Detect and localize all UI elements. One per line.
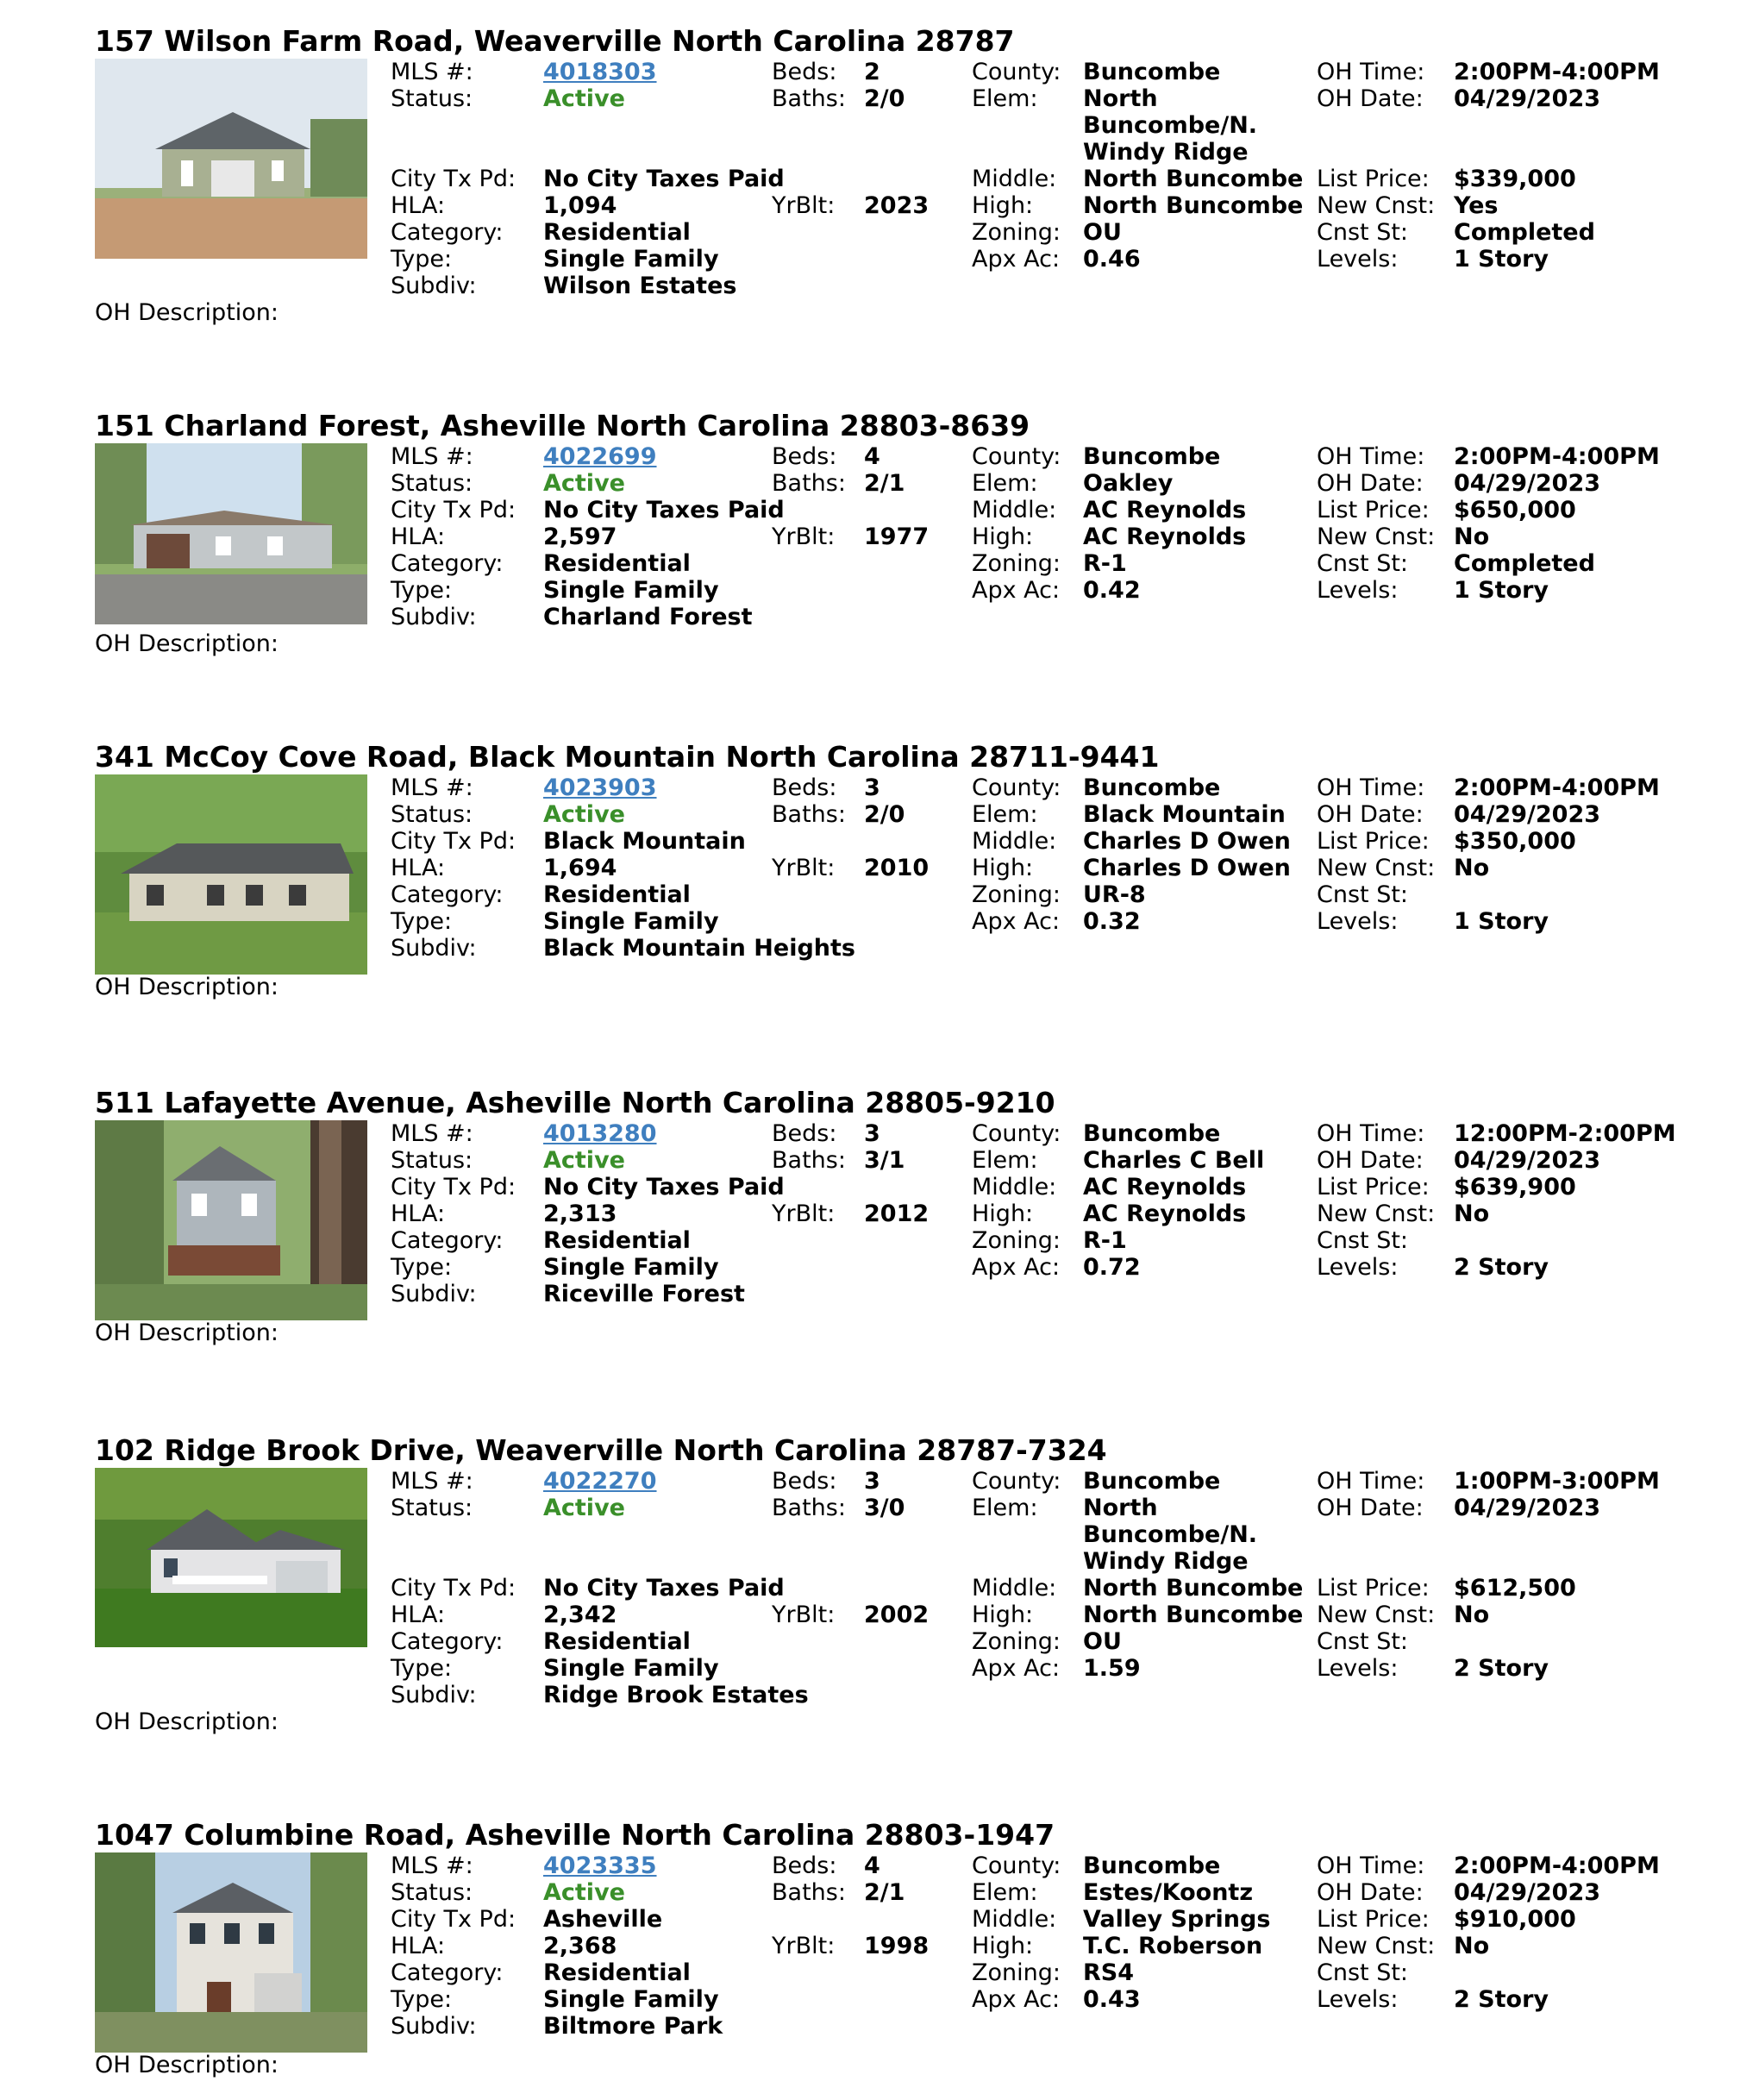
- zoning-value: R-1: [1083, 1227, 1127, 1254]
- category-label: Category:: [391, 550, 504, 577]
- category-label: Category:: [391, 1959, 504, 1986]
- mls-label: MLS #:: [391, 59, 473, 85]
- high-label: High:: [972, 1933, 1034, 1959]
- mls-label: MLS #:: [391, 774, 473, 801]
- house-photo[interactable]: [95, 774, 367, 975]
- high-label: High:: [972, 192, 1034, 219]
- hla-label: HLA:: [391, 1602, 446, 1628]
- county-label: County:: [972, 774, 1061, 801]
- high-value: North Buncombe: [1083, 1602, 1304, 1628]
- elem-value: Windy Ridge: [1083, 1548, 1249, 1575]
- beds-value: 3: [864, 1468, 880, 1495]
- yrblt-label: YrBlt:: [772, 1602, 836, 1628]
- middle-label: Middle:: [972, 1174, 1057, 1200]
- house-photo[interactable]: [95, 1468, 367, 1647]
- levels-label: Levels:: [1317, 1254, 1399, 1281]
- mls-label: MLS #:: [391, 443, 473, 470]
- list-price-label: List Price:: [1317, 1174, 1430, 1200]
- city-tx-label: City Tx Pd:: [391, 1906, 516, 1933]
- new-cnst-label: New Cnst:: [1317, 192, 1436, 219]
- type-label: Type:: [391, 1655, 453, 1682]
- county-label: County:: [972, 1852, 1061, 1879]
- hla-label: HLA:: [391, 192, 446, 219]
- mls-link[interactable]: 4022270: [543, 1468, 657, 1495]
- type-value: Single Family: [543, 246, 719, 273]
- mls-link[interactable]: 4023903: [543, 774, 657, 801]
- yrblt-value: 1977: [864, 523, 930, 550]
- hla-value: 2,597: [543, 523, 617, 550]
- house-photo[interactable]: [95, 59, 367, 259]
- hla-value: 1,094: [543, 192, 617, 219]
- baths-value: 3/1: [864, 1147, 905, 1174]
- beds-label: Beds:: [772, 59, 837, 85]
- oh-time-value: 2:00PM-4:00PM: [1454, 1852, 1660, 1879]
- category-label: Category:: [391, 1628, 504, 1655]
- subdiv-label: Subdiv:: [391, 604, 477, 630]
- list-price-label: List Price:: [1317, 828, 1430, 855]
- apx-ac-value: 0.32: [1083, 908, 1141, 935]
- apx-ac-value: 1.59: [1083, 1655, 1141, 1682]
- hla-label: HLA:: [391, 855, 446, 881]
- yrblt-label: YrBlt:: [772, 1933, 836, 1959]
- city-tx-value: No City Taxes Paid: [543, 166, 785, 192]
- new-cnst-label: New Cnst:: [1317, 1200, 1436, 1227]
- house-photo[interactable]: [95, 1120, 367, 1320]
- city-tx-value: Black Mountain: [543, 828, 746, 855]
- cnst-st-label: Cnst St:: [1317, 1628, 1409, 1655]
- status-label: Status:: [391, 801, 473, 828]
- oh-date-value: 04/29/2023: [1454, 1495, 1601, 1521]
- county-label: County:: [972, 443, 1061, 470]
- apx-ac-label: Apx Ac:: [972, 1254, 1061, 1281]
- mls-link[interactable]: 4023335: [543, 1852, 657, 1879]
- zoning-value: OU: [1083, 219, 1122, 246]
- elem-label: Elem:: [972, 470, 1038, 497]
- county-value: Buncombe: [1083, 1852, 1221, 1879]
- oh-date-label: OH Date:: [1317, 1147, 1424, 1174]
- oh-time-label: OH Time:: [1317, 774, 1425, 801]
- county-label: County:: [972, 1468, 1061, 1495]
- yrblt-value: 2002: [864, 1602, 930, 1628]
- beds-value: 3: [864, 1120, 880, 1147]
- high-value: Charles D Owen: [1083, 855, 1291, 881]
- mls-label: MLS #:: [391, 1120, 473, 1147]
- high-value: AC Reynolds: [1083, 1200, 1247, 1227]
- new-cnst-value: Yes: [1454, 192, 1499, 219]
- beds-label: Beds:: [772, 443, 837, 470]
- new-cnst-label: New Cnst:: [1317, 1602, 1436, 1628]
- category-value: Residential: [543, 1227, 691, 1254]
- oh-description-label: OH Description:: [95, 299, 279, 326]
- county-value: Buncombe: [1083, 59, 1221, 85]
- subdiv-value: Charland Forest: [543, 604, 753, 630]
- status-value: Active: [543, 1147, 625, 1174]
- oh-date-label: OH Date:: [1317, 801, 1424, 828]
- subdiv-value: Black Mountain Heights: [543, 935, 855, 962]
- category-label: Category:: [391, 1227, 504, 1254]
- levels-label: Levels:: [1317, 1655, 1399, 1682]
- type-label: Type:: [391, 908, 453, 935]
- cnst-st-label: Cnst St:: [1317, 1959, 1409, 1986]
- yrblt-value: 1998: [864, 1933, 930, 1959]
- city-tx-label: City Tx Pd:: [391, 828, 516, 855]
- cnst-st-label: Cnst St:: [1317, 219, 1409, 246]
- type-label: Type:: [391, 1986, 453, 2013]
- yrblt-value: 2012: [864, 1200, 930, 1227]
- listing-address: 511 Lafayette Avenue, Asheville North Carolina 28805-9210: [95, 1086, 1055, 1119]
- house-photo-image: [95, 1468, 367, 1647]
- baths-value: 2/1: [864, 470, 905, 497]
- new-cnst-value: No: [1454, 1933, 1490, 1959]
- oh-description-label: OH Description:: [95, 1708, 279, 1735]
- hla-label: HLA:: [391, 1933, 446, 1959]
- elem-value: Estes/Koontz: [1083, 1879, 1254, 1906]
- type-value: Single Family: [543, 577, 719, 604]
- hla-label: HLA:: [391, 523, 446, 550]
- cnst-st-label: Cnst St:: [1317, 1227, 1409, 1254]
- elem-value: North: [1083, 1495, 1158, 1521]
- new-cnst-label: New Cnst:: [1317, 855, 1436, 881]
- middle-label: Middle:: [972, 1575, 1057, 1602]
- baths-label: Baths:: [772, 470, 846, 497]
- house-photo-image: [95, 1120, 367, 1320]
- yrblt-value: 2023: [864, 192, 930, 219]
- new-cnst-value: No: [1454, 1200, 1490, 1227]
- levels-value: 1 Story: [1454, 908, 1549, 935]
- county-value: Buncombe: [1083, 443, 1221, 470]
- county-value: Buncombe: [1083, 1120, 1221, 1147]
- new-cnst-value: No: [1454, 855, 1490, 881]
- oh-time-value: 2:00PM-4:00PM: [1454, 443, 1660, 470]
- list-price-label: List Price:: [1317, 1575, 1430, 1602]
- levels-value: 2 Story: [1454, 1655, 1549, 1682]
- city-tx-label: City Tx Pd:: [391, 1174, 516, 1200]
- listing-address: 151 Charland Forest, Asheville North Carolina 28803-8639: [95, 409, 1030, 442]
- middle-value: Charles D Owen: [1083, 828, 1291, 855]
- oh-time-value: 2:00PM-4:00PM: [1454, 774, 1660, 801]
- status-value: Active: [543, 85, 625, 112]
- apx-ac-label: Apx Ac:: [972, 577, 1061, 604]
- baths-label: Baths:: [772, 1879, 846, 1906]
- baths-value: 2/0: [864, 801, 905, 828]
- category-value: Residential: [543, 1959, 691, 1986]
- zoning-value: OU: [1083, 1628, 1122, 1655]
- oh-date-label: OH Date:: [1317, 1495, 1424, 1521]
- high-label: High:: [972, 1602, 1034, 1628]
- cnst-st-label: Cnst St:: [1317, 881, 1409, 908]
- list-price-value: $612,500: [1454, 1575, 1576, 1602]
- oh-time-label: OH Time:: [1317, 1852, 1425, 1879]
- house-photo-image: [95, 1852, 367, 2053]
- new-cnst-label: New Cnst:: [1317, 1933, 1436, 1959]
- listing-address: 341 McCoy Cove Road, Black Mountain North Carolina 28711-9441: [95, 740, 1160, 774]
- zoning-label: Zoning:: [972, 1959, 1061, 1986]
- elem-label: Elem:: [972, 1879, 1038, 1906]
- elem-label: Elem:: [972, 1495, 1038, 1521]
- city-tx-label: City Tx Pd:: [391, 1575, 516, 1602]
- high-value: North Buncombe: [1083, 192, 1304, 219]
- subdiv-value: Ridge Brook Estates: [543, 1682, 809, 1708]
- oh-date-value: 04/29/2023: [1454, 85, 1601, 112]
- house-photo[interactable]: [95, 443, 367, 624]
- status-label: Status:: [391, 85, 473, 112]
- elem-value: Charles C Bell: [1083, 1147, 1265, 1174]
- levels-label: Levels:: [1317, 1986, 1399, 2013]
- baths-value: 3/0: [864, 1495, 905, 1521]
- yrblt-label: YrBlt:: [772, 523, 836, 550]
- elem-value: North: [1083, 85, 1158, 112]
- subdiv-label: Subdiv:: [391, 273, 477, 299]
- levels-value: 1 Story: [1454, 577, 1549, 604]
- beds-label: Beds:: [772, 1468, 837, 1495]
- hla-value: 2,313: [543, 1200, 617, 1227]
- type-label: Type:: [391, 577, 453, 604]
- oh-date-value: 04/29/2023: [1454, 801, 1601, 828]
- list-price-value: $910,000: [1454, 1906, 1576, 1933]
- high-label: High:: [972, 855, 1034, 881]
- zoning-label: Zoning:: [972, 1628, 1061, 1655]
- oh-date-label: OH Date:: [1317, 85, 1424, 112]
- oh-time-value: 1:00PM-3:00PM: [1454, 1468, 1660, 1495]
- status-label: Status:: [391, 1147, 473, 1174]
- type-label: Type:: [391, 1254, 453, 1281]
- apx-ac-label: Apx Ac:: [972, 1986, 1061, 2013]
- baths-value: 2/1: [864, 1879, 905, 1906]
- yrblt-label: YrBlt:: [772, 855, 836, 881]
- subdiv-value: Biltmore Park: [543, 2013, 723, 2040]
- list-price-value: $639,900: [1454, 1174, 1576, 1200]
- type-label: Type:: [391, 246, 453, 273]
- oh-date-value: 04/29/2023: [1454, 1147, 1601, 1174]
- beds-label: Beds:: [772, 1120, 837, 1147]
- beds-value: 2: [864, 59, 880, 85]
- list-price-label: List Price:: [1317, 166, 1430, 192]
- beds-label: Beds:: [772, 774, 837, 801]
- house-photo-image: [95, 774, 367, 975]
- oh-time-label: OH Time:: [1317, 1468, 1425, 1495]
- middle-label: Middle:: [972, 497, 1057, 523]
- oh-time-label: OH Time:: [1317, 1120, 1425, 1147]
- listing-address: 102 Ridge Brook Drive, Weaverville North Carolina 28787-7324: [95, 1433, 1107, 1467]
- oh-description-label: OH Description:: [95, 1320, 279, 1346]
- yrblt-label: YrBlt:: [772, 1200, 836, 1227]
- category-value: Residential: [543, 881, 691, 908]
- category-value: Residential: [543, 1628, 691, 1655]
- middle-value: AC Reynolds: [1083, 497, 1247, 523]
- new-cnst-value: No: [1454, 523, 1490, 550]
- type-value: Single Family: [543, 1254, 719, 1281]
- county-label: County:: [972, 59, 1061, 85]
- elem-label: Elem:: [972, 1147, 1038, 1174]
- levels-value: 2 Story: [1454, 1986, 1549, 2013]
- type-value: Single Family: [543, 1655, 719, 1682]
- list-price-value: $339,000: [1454, 166, 1576, 192]
- subdiv-label: Subdiv:: [391, 2013, 477, 2040]
- category-value: Residential: [543, 550, 691, 577]
- middle-value: North Buncombe: [1083, 1575, 1304, 1602]
- status-label: Status:: [391, 1495, 473, 1521]
- subdiv-value: Wilson Estates: [543, 273, 737, 299]
- list-price-label: List Price:: [1317, 497, 1430, 523]
- high-value: T.C. Roberson: [1083, 1933, 1263, 1959]
- elem-value: Buncombe/N.: [1083, 112, 1258, 139]
- high-label: High:: [972, 523, 1034, 550]
- list-price-value: $650,000: [1454, 497, 1576, 523]
- city-tx-label: City Tx Pd:: [391, 497, 516, 523]
- status-value: Active: [543, 1495, 625, 1521]
- city-tx-value: No City Taxes Paid: [543, 1575, 785, 1602]
- type-value: Single Family: [543, 908, 719, 935]
- type-value: Single Family: [543, 1986, 719, 2013]
- zoning-label: Zoning:: [972, 881, 1061, 908]
- cnst-st-label: Cnst St:: [1317, 550, 1409, 577]
- listing-address: 1047 Columbine Road, Asheville North Carolina 28803-1947: [95, 1818, 1055, 1852]
- oh-time-value: 2:00PM-4:00PM: [1454, 59, 1660, 85]
- apx-ac-label: Apx Ac:: [972, 908, 1061, 935]
- zoning-label: Zoning:: [972, 550, 1061, 577]
- category-value: Residential: [543, 219, 691, 246]
- oh-date-label: OH Date:: [1317, 470, 1424, 497]
- status-value: Active: [543, 801, 625, 828]
- mls-link[interactable]: 4013280: [543, 1120, 657, 1147]
- mls-link[interactable]: 4022699: [543, 443, 657, 470]
- city-tx-label: City Tx Pd:: [391, 166, 516, 192]
- apx-ac-label: Apx Ac:: [972, 1655, 1061, 1682]
- status-value: Active: [543, 1879, 625, 1906]
- cnst-st-value: Completed: [1454, 550, 1595, 577]
- elem-value: Oakley: [1083, 470, 1174, 497]
- elem-label: Elem:: [972, 85, 1038, 112]
- zoning-value: RS4: [1083, 1959, 1135, 1986]
- elem-value: Buncombe/N.: [1083, 1521, 1258, 1548]
- middle-value: AC Reynolds: [1083, 1174, 1247, 1200]
- city-tx-value: Asheville: [543, 1906, 663, 1933]
- listing-address: 157 Wilson Farm Road, Weaverville North Carolina 28787: [95, 24, 1015, 58]
- county-label: County:: [972, 1120, 1061, 1147]
- oh-time-value: 12:00PM-2:00PM: [1454, 1120, 1676, 1147]
- levels-value: 2 Story: [1454, 1254, 1549, 1281]
- middle-label: Middle:: [972, 1906, 1057, 1933]
- apx-ac-value: 0.42: [1083, 577, 1141, 604]
- hla-value: 2,368: [543, 1933, 617, 1959]
- high-value: AC Reynolds: [1083, 523, 1247, 550]
- beds-value: 4: [864, 443, 880, 470]
- levels-label: Levels:: [1317, 577, 1399, 604]
- oh-description-label: OH Description:: [95, 630, 279, 657]
- category-label: Category:: [391, 881, 504, 908]
- levels-value: 1 Story: [1454, 246, 1549, 273]
- hla-value: 1,694: [543, 855, 617, 881]
- middle-value: Valley Springs: [1083, 1906, 1271, 1933]
- beds-value: 4: [864, 1852, 880, 1879]
- high-label: High:: [972, 1200, 1034, 1227]
- oh-time-label: OH Time:: [1317, 59, 1425, 85]
- zoning-label: Zoning:: [972, 1227, 1061, 1254]
- subdiv-label: Subdiv:: [391, 1281, 477, 1307]
- subdiv-label: Subdiv:: [391, 1682, 477, 1708]
- cnst-st-value: Completed: [1454, 219, 1595, 246]
- mls-label: MLS #:: [391, 1468, 473, 1495]
- hla-value: 2,342: [543, 1602, 617, 1628]
- house-photo-image: [95, 59, 367, 259]
- apx-ac-label: Apx Ac:: [972, 246, 1061, 273]
- list-price-value: $350,000: [1454, 828, 1576, 855]
- elem-label: Elem:: [972, 801, 1038, 828]
- beds-label: Beds:: [772, 1852, 837, 1879]
- oh-date-label: OH Date:: [1317, 1879, 1424, 1906]
- baths-label: Baths:: [772, 85, 846, 112]
- subdiv-label: Subdiv:: [391, 935, 477, 962]
- city-tx-value: No City Taxes Paid: [543, 497, 785, 523]
- elem-value: Black Mountain: [1083, 801, 1286, 828]
- oh-date-value: 04/29/2023: [1454, 470, 1601, 497]
- zoning-label: Zoning:: [972, 219, 1061, 246]
- mls-label: MLS #:: [391, 1852, 473, 1879]
- county-value: Buncombe: [1083, 774, 1221, 801]
- oh-time-label: OH Time:: [1317, 443, 1425, 470]
- list-price-label: List Price:: [1317, 1906, 1430, 1933]
- levels-label: Levels:: [1317, 908, 1399, 935]
- county-value: Buncombe: [1083, 1468, 1221, 1495]
- city-tx-value: No City Taxes Paid: [543, 1174, 785, 1200]
- new-cnst-label: New Cnst:: [1317, 523, 1436, 550]
- hla-label: HLA:: [391, 1200, 446, 1227]
- status-value: Active: [543, 470, 625, 497]
- house-photo-image: [95, 443, 367, 624]
- status-label: Status:: [391, 1879, 473, 1906]
- new-cnst-value: No: [1454, 1602, 1490, 1628]
- middle-label: Middle:: [972, 828, 1057, 855]
- baths-value: 2/0: [864, 85, 905, 112]
- zoning-value: UR-8: [1083, 881, 1146, 908]
- baths-label: Baths:: [772, 801, 846, 828]
- beds-value: 3: [864, 774, 880, 801]
- baths-label: Baths:: [772, 1147, 846, 1174]
- apx-ac-value: 0.43: [1083, 1986, 1141, 2013]
- oh-description-label: OH Description:: [95, 974, 279, 1000]
- apx-ac-value: 0.72: [1083, 1254, 1141, 1281]
- subdiv-value: Riceville Forest: [543, 1281, 745, 1307]
- house-photo[interactable]: [95, 1852, 367, 2053]
- elem-value: Windy Ridge: [1083, 139, 1249, 166]
- mls-link[interactable]: 4018303: [543, 59, 657, 85]
- middle-value: North Buncombe: [1083, 166, 1304, 192]
- category-label: Category:: [391, 219, 504, 246]
- yrblt-label: YrBlt:: [772, 192, 836, 219]
- yrblt-value: 2010: [864, 855, 930, 881]
- zoning-value: R-1: [1083, 550, 1127, 577]
- middle-label: Middle:: [972, 166, 1057, 192]
- status-label: Status:: [391, 470, 473, 497]
- baths-label: Baths:: [772, 1495, 846, 1521]
- oh-description-label: OH Description:: [95, 2052, 279, 2078]
- oh-date-value: 04/29/2023: [1454, 1879, 1601, 1906]
- apx-ac-value: 0.46: [1083, 246, 1141, 273]
- levels-label: Levels:: [1317, 246, 1399, 273]
